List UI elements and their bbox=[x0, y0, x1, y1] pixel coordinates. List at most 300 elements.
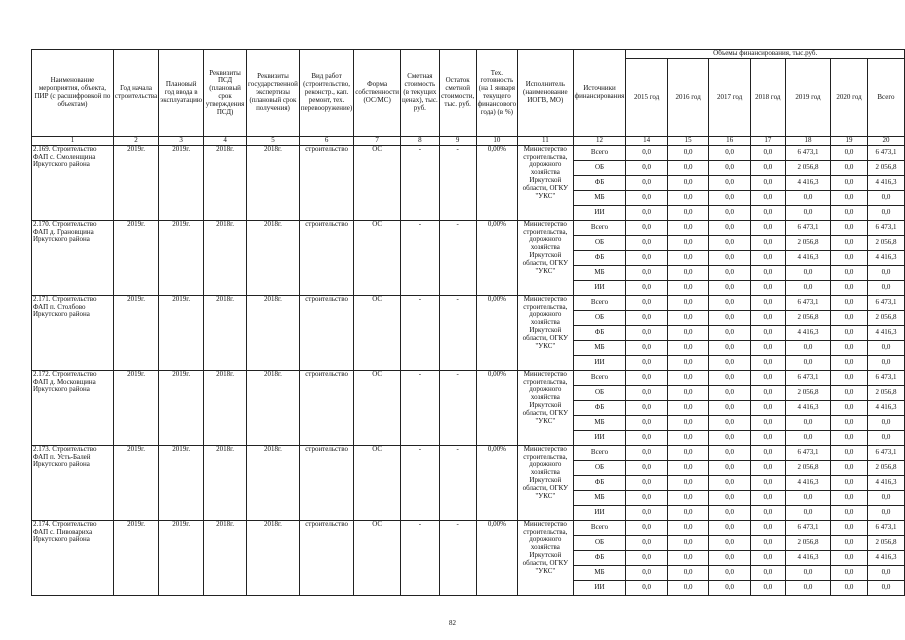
financing-value: 0,0 bbox=[831, 520, 868, 535]
expertise-year: 2018г. bbox=[247, 295, 300, 370]
financing-table bbox=[31, 49, 905, 596]
financing-value: 0,0 bbox=[626, 565, 668, 580]
estimated-cost: - bbox=[401, 445, 440, 520]
financing-value: 0,0 bbox=[626, 550, 668, 565]
financing-value: 0,0 bbox=[626, 175, 668, 190]
start-year: 2019г. bbox=[113, 520, 158, 595]
source-label: ОБ bbox=[573, 535, 626, 550]
financing-value: 0,0 bbox=[867, 340, 904, 355]
start-year: 2019г. bbox=[113, 220, 158, 295]
financing-value: 0,0 bbox=[831, 580, 868, 595]
financing-value: 0,0 bbox=[831, 535, 868, 550]
financing-value: 0,0 bbox=[709, 370, 751, 385]
financing-value: 0,0 bbox=[709, 280, 751, 295]
financing-value: 4 416,3 bbox=[867, 550, 904, 565]
ownership-form: ОС bbox=[354, 520, 401, 595]
work-type: строительство bbox=[299, 295, 353, 370]
financing-value: 4 416,3 bbox=[867, 475, 904, 490]
financing-value: 0,0 bbox=[626, 250, 668, 265]
financing-value: 0,0 bbox=[709, 145, 751, 160]
header-expertise-details: Реквизиты государственной экспертизы (плановый срок получения) bbox=[247, 50, 300, 137]
readiness: 0,00% bbox=[476, 370, 517, 445]
financing-value: 6 473,1 bbox=[785, 295, 830, 310]
financing-value: 0,0 bbox=[750, 520, 785, 535]
financing-value: 0,0 bbox=[626, 205, 668, 220]
financing-value: 0,0 bbox=[831, 250, 868, 265]
financing-value: 0,0 bbox=[750, 160, 785, 175]
financing-value: 6 473,1 bbox=[867, 370, 904, 385]
financing-value: 0,0 bbox=[785, 430, 830, 445]
expertise-year: 2018г. bbox=[247, 220, 300, 295]
financing-value: 0,0 bbox=[667, 265, 709, 280]
source-label: ФБ bbox=[573, 550, 626, 565]
source-label: ИИ bbox=[573, 505, 626, 520]
financing-value: 0,0 bbox=[750, 250, 785, 265]
financing-value: 0,0 bbox=[626, 265, 668, 280]
financing-value: 0,0 bbox=[709, 325, 751, 340]
financing-value: 0,0 bbox=[667, 580, 709, 595]
financing-value: 0,0 bbox=[667, 235, 709, 250]
financing-value: 0,0 bbox=[667, 490, 709, 505]
header-start-year: Год начала строительства bbox=[113, 50, 158, 137]
financing-value: 4 416,3 bbox=[785, 175, 830, 190]
financing-value: 0,0 bbox=[831, 205, 868, 220]
source-label: Всего bbox=[573, 445, 626, 460]
financing-value: 0,0 bbox=[709, 430, 751, 445]
executor: Министерство строительства, дорожного хозяйства Иркутской области, ОГКУ "УКС" bbox=[518, 295, 574, 370]
ownership-form: ОС bbox=[354, 370, 401, 445]
header-executor: Исполнитель (наименование ИОГВ, МО) bbox=[518, 50, 574, 137]
financing-value: 0,0 bbox=[626, 190, 668, 205]
source-label: ИИ bbox=[573, 280, 626, 295]
header-year: 2015 год bbox=[626, 59, 668, 137]
header-readiness: Тех. готовность (на 1 января текущего финансового года) (в %) bbox=[476, 50, 517, 137]
executor: Министерство строительства, дорожного хозяйства Иркутской области, ОГКУ "УКС" bbox=[518, 370, 574, 445]
financing-value: 6 473,1 bbox=[867, 145, 904, 160]
table-row bbox=[32, 370, 905, 385]
header-sources: Источники финансирования bbox=[573, 50, 626, 137]
financing-value: 0,0 bbox=[667, 295, 709, 310]
financing-value: 0,0 bbox=[667, 160, 709, 175]
financing-value: 2 056,8 bbox=[867, 160, 904, 175]
column-number: 5 bbox=[247, 137, 300, 146]
financing-value: 6 473,1 bbox=[867, 445, 904, 460]
psd-year: 2018г. bbox=[204, 445, 247, 520]
start-year: 2019г. bbox=[113, 145, 158, 220]
financing-value: 0,0 bbox=[667, 535, 709, 550]
estimated-cost: - bbox=[401, 145, 440, 220]
financing-value: 0,0 bbox=[750, 385, 785, 400]
financing-value: 0,0 bbox=[831, 325, 868, 340]
header-name: Наименование мероприятия, объекта, ПИР (с расшифровкой по объектам) bbox=[32, 50, 114, 137]
ownership-form: ОС bbox=[354, 220, 401, 295]
header-remaining-cost: Остаток сметной стоимости, тыс. руб. bbox=[439, 50, 476, 137]
start-year: 2019г. bbox=[113, 295, 158, 370]
financing-value: 0,0 bbox=[750, 280, 785, 295]
financing-value: 0,0 bbox=[831, 565, 868, 580]
column-number: 7 bbox=[354, 137, 401, 146]
financing-value: 0,0 bbox=[831, 550, 868, 565]
financing-value: 0,0 bbox=[750, 580, 785, 595]
source-label: ИИ bbox=[573, 580, 626, 595]
financing-value: 0,0 bbox=[831, 505, 868, 520]
source-label: ФБ bbox=[573, 400, 626, 415]
executor: Министерство строительства, дорожного хозяйства Иркутской области, ОГКУ "УКС" bbox=[518, 145, 574, 220]
executor: Министерство строительства, дорожного хозяйства Иркутской области, ОГКУ "УКС" bbox=[518, 520, 574, 595]
column-number: 17 bbox=[750, 137, 785, 146]
financing-value: 0,0 bbox=[626, 280, 668, 295]
financing-value: 6 473,1 bbox=[867, 520, 904, 535]
table-row bbox=[32, 295, 905, 310]
header-total: Всего bbox=[867, 59, 904, 137]
financing-value: 0,0 bbox=[750, 340, 785, 355]
financing-value: 6 473,1 bbox=[785, 370, 830, 385]
estimated-cost: - bbox=[401, 520, 440, 595]
financing-value: 0,0 bbox=[626, 325, 668, 340]
readiness: 0,00% bbox=[476, 445, 517, 520]
financing-value: 0,0 bbox=[867, 355, 904, 370]
financing-value: 0,0 bbox=[709, 175, 751, 190]
header-psd-details: Реквизиты ПСД (плановый срок утверждения ПСД) bbox=[204, 50, 247, 137]
financing-value: 0,0 bbox=[831, 310, 868, 325]
source-label: МБ bbox=[573, 265, 626, 280]
financing-value: 0,0 bbox=[867, 415, 904, 430]
financing-value: 0,0 bbox=[626, 355, 668, 370]
financing-value: 4 416,3 bbox=[785, 550, 830, 565]
financing-value: 0,0 bbox=[667, 415, 709, 430]
source-label: ИИ bbox=[573, 205, 626, 220]
expertise-year: 2018г. bbox=[247, 370, 300, 445]
financing-value: 0,0 bbox=[626, 340, 668, 355]
psd-year: 2018г. bbox=[204, 295, 247, 370]
column-number: 3 bbox=[159, 137, 204, 146]
source-label: Всего bbox=[573, 370, 626, 385]
financing-value: 0,0 bbox=[831, 475, 868, 490]
financing-value: 0,0 bbox=[750, 415, 785, 430]
financing-value: 2 056,8 bbox=[785, 310, 830, 325]
page-number: 82 bbox=[449, 619, 456, 627]
commission-year: 2019г. bbox=[159, 145, 204, 220]
financing-value: 0,0 bbox=[709, 190, 751, 205]
financing-value: 0,0 bbox=[667, 310, 709, 325]
source-label: МБ bbox=[573, 190, 626, 205]
source-label: ОБ bbox=[573, 235, 626, 250]
financing-value: 0,0 bbox=[831, 145, 868, 160]
table-row bbox=[32, 445, 905, 460]
financing-value: 0,0 bbox=[831, 400, 868, 415]
financing-value: 0,0 bbox=[831, 190, 868, 205]
financing-value: 0,0 bbox=[667, 340, 709, 355]
financing-value: 0,0 bbox=[667, 505, 709, 520]
object-name: 2.174. Строительство ФАП с. Пивовариха Иркутского района bbox=[32, 520, 114, 595]
start-year: 2019г. bbox=[113, 370, 158, 445]
financing-value: 0,0 bbox=[750, 565, 785, 580]
financing-value: 0,0 bbox=[667, 205, 709, 220]
source-label: Всего bbox=[573, 295, 626, 310]
financing-value: 0,0 bbox=[867, 265, 904, 280]
financing-value: 4 416,3 bbox=[867, 175, 904, 190]
object-name: 2.172. Строительство ФАП д. Московщина Иркутского района bbox=[32, 370, 114, 445]
financing-value: 4 416,3 bbox=[785, 325, 830, 340]
commission-year: 2019г. bbox=[159, 520, 204, 595]
column-number: 15 bbox=[667, 137, 709, 146]
column-number: 10 bbox=[476, 137, 517, 146]
financing-value: 0,0 bbox=[785, 265, 830, 280]
remaining-cost: - bbox=[439, 295, 476, 370]
financing-value: 0,0 bbox=[750, 400, 785, 415]
financing-value: 0,0 bbox=[709, 490, 751, 505]
work-type: строительство bbox=[299, 520, 353, 595]
financing-value: 0,0 bbox=[785, 280, 830, 295]
financing-value: 0,0 bbox=[831, 370, 868, 385]
financing-value: 0,0 bbox=[626, 400, 668, 415]
financing-value: 0,0 bbox=[667, 370, 709, 385]
object-name: 2.169. Строительство ФАП с. Смоленщина Иркутского района bbox=[32, 145, 114, 220]
financing-value: 0,0 bbox=[750, 490, 785, 505]
financing-value: 0,0 bbox=[626, 430, 668, 445]
header-year: 2017 год bbox=[709, 59, 751, 137]
expertise-year: 2018г. bbox=[247, 445, 300, 520]
financing-value: 0,0 bbox=[709, 355, 751, 370]
column-number: 1 bbox=[32, 137, 114, 146]
financing-value: 0,0 bbox=[667, 355, 709, 370]
financing-value: 0,0 bbox=[831, 175, 868, 190]
header-year: 2018 год bbox=[750, 59, 785, 137]
financing-value: 0,0 bbox=[626, 295, 668, 310]
financing-value: 2 056,8 bbox=[867, 535, 904, 550]
financing-value: 0,0 bbox=[831, 490, 868, 505]
remaining-cost: - bbox=[439, 520, 476, 595]
psd-year: 2018г. bbox=[204, 520, 247, 595]
financing-value: 0,0 bbox=[709, 340, 751, 355]
financing-value: 6 473,1 bbox=[785, 220, 830, 235]
financing-value: 6 473,1 bbox=[785, 445, 830, 460]
column-number-row bbox=[32, 137, 905, 146]
financing-value: 0,0 bbox=[709, 580, 751, 595]
financing-value: 0,0 bbox=[667, 325, 709, 340]
source-label: ОБ bbox=[573, 310, 626, 325]
financing-value: 0,0 bbox=[831, 340, 868, 355]
financing-value: 0,0 bbox=[750, 220, 785, 235]
psd-year: 2018г. bbox=[204, 370, 247, 445]
financing-value: 0,0 bbox=[750, 190, 785, 205]
financing-value: 0,0 bbox=[709, 250, 751, 265]
financing-value: 6 473,1 bbox=[785, 145, 830, 160]
financing-value: 0,0 bbox=[831, 385, 868, 400]
financing-value: 0,0 bbox=[831, 415, 868, 430]
expertise-year: 2018г. bbox=[247, 145, 300, 220]
financing-value: 2 056,8 bbox=[785, 235, 830, 250]
financing-value: 0,0 bbox=[785, 340, 830, 355]
financing-value: 0,0 bbox=[709, 565, 751, 580]
financing-value: 0,0 bbox=[626, 385, 668, 400]
financing-value: 0,0 bbox=[867, 505, 904, 520]
financing-value: 0,0 bbox=[709, 235, 751, 250]
financing-value: 0,0 bbox=[750, 265, 785, 280]
column-number: 20 bbox=[867, 137, 904, 146]
financing-value: 2 056,8 bbox=[867, 460, 904, 475]
financing-value: 0,0 bbox=[626, 460, 668, 475]
source-label: ФБ bbox=[573, 475, 626, 490]
table-body bbox=[32, 145, 905, 595]
financing-value: 0,0 bbox=[709, 535, 751, 550]
financing-value: 0,0 bbox=[709, 505, 751, 520]
column-number: 6 bbox=[299, 137, 353, 146]
header-year: 2020 год bbox=[831, 59, 868, 137]
financing-value: 0,0 bbox=[750, 535, 785, 550]
financing-value: 0,0 bbox=[750, 430, 785, 445]
column-number: 8 bbox=[401, 137, 440, 146]
expertise-year: 2018г. bbox=[247, 520, 300, 595]
financing-value: 6 473,1 bbox=[867, 295, 904, 310]
source-label: МБ bbox=[573, 565, 626, 580]
financing-value: 0,0 bbox=[667, 190, 709, 205]
financing-value: 4 416,3 bbox=[785, 250, 830, 265]
source-label: Всего bbox=[573, 145, 626, 160]
financing-value: 0,0 bbox=[667, 430, 709, 445]
source-label: МБ bbox=[573, 340, 626, 355]
readiness: 0,00% bbox=[476, 520, 517, 595]
financing-value: 0,0 bbox=[750, 445, 785, 460]
estimated-cost: - bbox=[401, 295, 440, 370]
header-commission-year: Плановый год ввода в эксплуатацию bbox=[159, 50, 204, 137]
commission-year: 2019г. bbox=[159, 370, 204, 445]
financing-value: 0,0 bbox=[709, 310, 751, 325]
financing-value: 0,0 bbox=[867, 205, 904, 220]
financing-value: 0,0 bbox=[667, 385, 709, 400]
financing-value: 0,0 bbox=[750, 505, 785, 520]
commission-year: 2019г. bbox=[159, 295, 204, 370]
column-number: 12 bbox=[573, 137, 626, 146]
header-ownership: Форма собственности (ОС/МС) bbox=[354, 50, 401, 137]
financing-value: 0,0 bbox=[709, 385, 751, 400]
column-number: 11 bbox=[518, 137, 574, 146]
financing-value: 0,0 bbox=[667, 145, 709, 160]
source-label: Всего bbox=[573, 220, 626, 235]
remaining-cost: - bbox=[439, 220, 476, 295]
object-name: 2.170. Строительство ФАП д. Грановщина Иркутского района bbox=[32, 220, 114, 295]
financing-value: 0,0 bbox=[867, 190, 904, 205]
financing-value: 0,0 bbox=[831, 160, 868, 175]
financing-value: 0,0 bbox=[626, 505, 668, 520]
source-label: Всего bbox=[573, 520, 626, 535]
financing-value: 0,0 bbox=[709, 520, 751, 535]
financing-value: 0,0 bbox=[667, 565, 709, 580]
financing-value: 0,0 bbox=[667, 280, 709, 295]
financing-value: 0,0 bbox=[750, 145, 785, 160]
financing-value: 0,0 bbox=[626, 310, 668, 325]
estimated-cost: - bbox=[401, 370, 440, 445]
psd-year: 2018г. bbox=[204, 220, 247, 295]
source-label: ОБ bbox=[573, 160, 626, 175]
executor: Министерство строительства, дорожного хозяйства Иркутской области, ОГКУ "УКС" bbox=[518, 445, 574, 520]
work-type: строительство bbox=[299, 220, 353, 295]
source-label: МБ bbox=[573, 415, 626, 430]
financing-value: 0,0 bbox=[867, 280, 904, 295]
financing-value: 0,0 bbox=[785, 565, 830, 580]
financing-value: 0,0 bbox=[667, 550, 709, 565]
financing-value: 0,0 bbox=[626, 145, 668, 160]
executor: Министерство строительства, дорожного хозяйства Иркутской области, ОГКУ "УКС" bbox=[518, 220, 574, 295]
financing-value: 0,0 bbox=[626, 160, 668, 175]
table-row bbox=[32, 145, 905, 160]
source-label: ИИ bbox=[573, 355, 626, 370]
header-volumes: Объемы финансирования, тыс.руб. bbox=[626, 50, 905, 59]
financing-value: 0,0 bbox=[667, 175, 709, 190]
financing-value: 0,0 bbox=[667, 520, 709, 535]
financing-value: 0,0 bbox=[709, 205, 751, 220]
financing-value: 0,0 bbox=[626, 475, 668, 490]
financing-value: 0,0 bbox=[750, 460, 785, 475]
source-label: МБ bbox=[573, 490, 626, 505]
financing-value: 0,0 bbox=[709, 400, 751, 415]
financing-value: 0,0 bbox=[709, 415, 751, 430]
financing-value: 0,0 bbox=[867, 490, 904, 505]
financing-value: 0,0 bbox=[750, 310, 785, 325]
financing-value: 0,0 bbox=[831, 295, 868, 310]
header-year: 2016 год bbox=[667, 59, 709, 137]
psd-year: 2018г. bbox=[204, 145, 247, 220]
financing-value: 0,0 bbox=[709, 295, 751, 310]
financing-value: 0,0 bbox=[831, 280, 868, 295]
commission-year: 2019г. bbox=[159, 220, 204, 295]
column-number: 19 bbox=[831, 137, 868, 146]
financing-value: 0,0 bbox=[867, 565, 904, 580]
source-label: ФБ bbox=[573, 175, 626, 190]
column-number: 16 bbox=[709, 137, 751, 146]
financing-value: 0,0 bbox=[626, 415, 668, 430]
financing-value: 0,0 bbox=[626, 520, 668, 535]
object-name: 2.173. Строительство ФАП п. Усть-Балей Иркутского района bbox=[32, 445, 114, 520]
source-label: ФБ bbox=[573, 325, 626, 340]
financing-value: 0,0 bbox=[867, 580, 904, 595]
column-number: 2 bbox=[113, 137, 158, 146]
column-number: 14 bbox=[626, 137, 668, 146]
object-name: 2.171. Строительство ФАП п. Столбово Иркутского района bbox=[32, 295, 114, 370]
financing-value: 0,0 bbox=[667, 475, 709, 490]
header-row-1 bbox=[32, 50, 905, 59]
financing-value: 2 056,8 bbox=[785, 460, 830, 475]
financing-value: 0,0 bbox=[709, 460, 751, 475]
financing-value: 0,0 bbox=[750, 205, 785, 220]
start-year: 2019г. bbox=[113, 445, 158, 520]
financing-value: 0,0 bbox=[750, 325, 785, 340]
header-work-type: Вид работ (строительство, реконстр., кап. ремонт, тех. перевооружение) bbox=[299, 50, 353, 137]
financing-value: 0,0 bbox=[785, 415, 830, 430]
source-label: ФБ bbox=[573, 250, 626, 265]
column-number: 4 bbox=[204, 137, 247, 146]
financing-value: 0,0 bbox=[750, 175, 785, 190]
financing-value: 2 056,8 bbox=[867, 385, 904, 400]
financing-value: 0,0 bbox=[709, 265, 751, 280]
financing-value: 0,0 bbox=[867, 430, 904, 445]
financing-value: 0,0 bbox=[785, 355, 830, 370]
financing-value: 0,0 bbox=[750, 370, 785, 385]
financing-value: 0,0 bbox=[667, 460, 709, 475]
estimated-cost: - bbox=[401, 220, 440, 295]
financing-value: 4 416,3 bbox=[867, 250, 904, 265]
financing-value: 0,0 bbox=[709, 160, 751, 175]
financing-value: 0,0 bbox=[626, 235, 668, 250]
financing-value: 0,0 bbox=[785, 205, 830, 220]
source-label: ИИ bbox=[573, 430, 626, 445]
work-type: строительство bbox=[299, 145, 353, 220]
financing-value: 0,0 bbox=[831, 430, 868, 445]
financing-value: 4 416,3 bbox=[867, 325, 904, 340]
financing-value: 0,0 bbox=[626, 445, 668, 460]
work-type: строительство bbox=[299, 445, 353, 520]
financing-value: 0,0 bbox=[626, 370, 668, 385]
